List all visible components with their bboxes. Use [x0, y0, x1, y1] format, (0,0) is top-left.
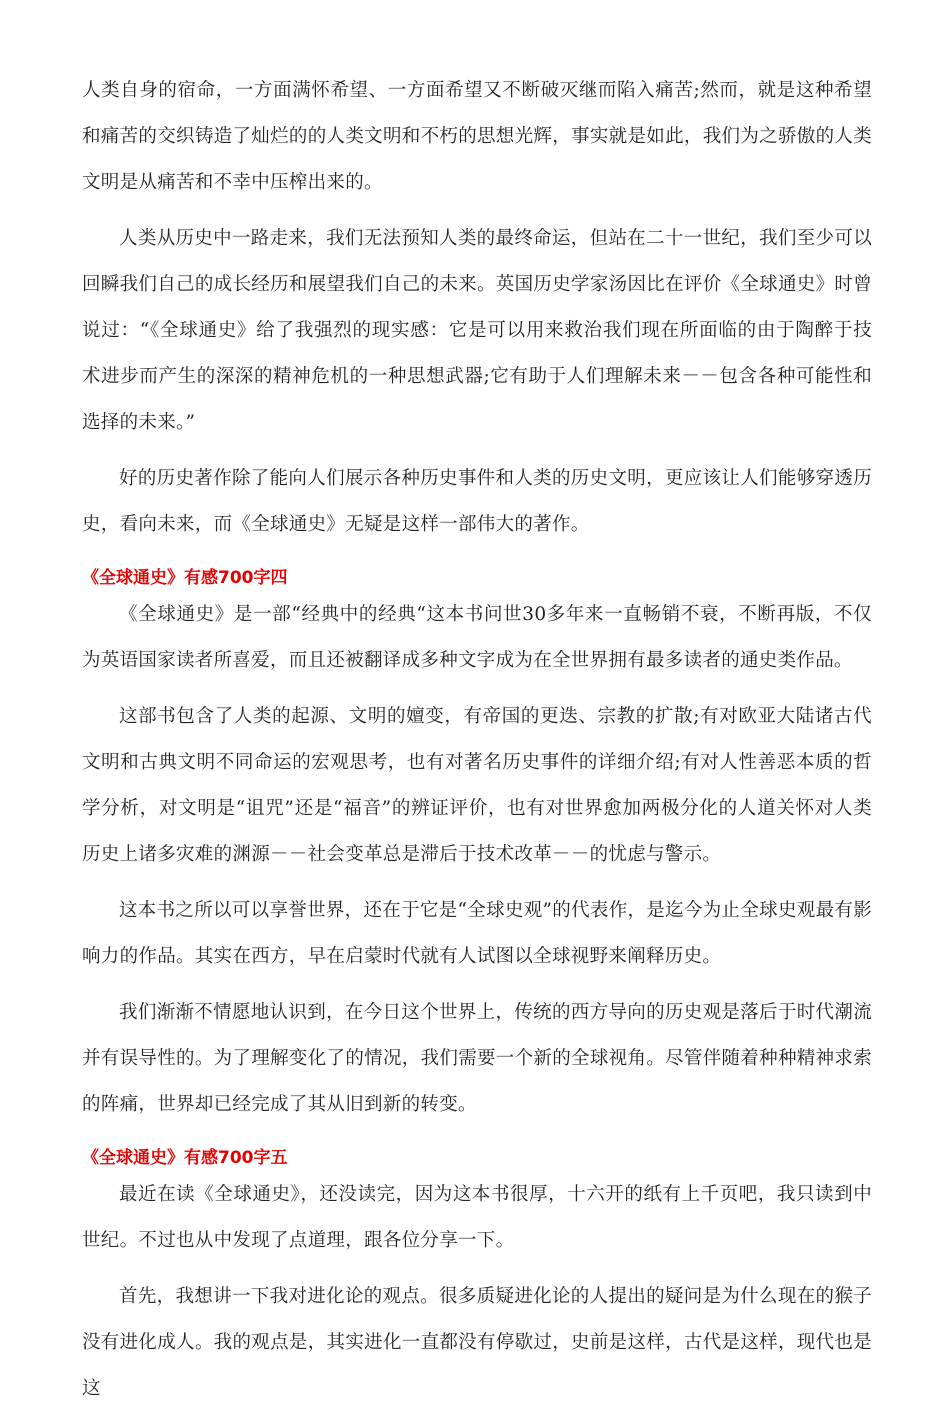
section-heading-5: 《全球通史》有感700字五 — [82, 1148, 288, 1168]
paragraph: 好的历史著作除了能向人们展示各种历史事件和人类的历史文明，更应该让人们能够穿透历史，看向未来，而《全球通史》无疑是这样一部伟大的著作。 — [82, 468, 872, 535]
section-heading-4: 《全球通史》有感700字四 — [82, 568, 288, 588]
document-body — [82, 68, 872, 1422]
paragraph: 首先，我想讲一下我对进化论的观点。很多质疑进化论的人提出的疑问是为什么现在的猴子没有进化成人。我的观点是，其实进化一直都没有停歇过，史前是这样，古代是这样，现代也是这 — [82, 1286, 872, 1399]
paragraph: 人类从历史中一路走来，我们无法预知人类的最终命运，但站在二十一世纪，我们至少可以回瞬我们自己的成长经历和展望我们自己的未来。英国历史学家汤因比在评价《全球通史》时曾说过：“《全球通史》给了我强烈的现实感：它是可以用来救治我们现在所面临的由于陶醉于技术进步而产生的深深的精神危机的一种思想武器;它有助于人们理解未来－－包含各种可能性和选择的未来。” — [82, 228, 872, 433]
paragraph: 这本书之所以可以享誉世界，还在于它是“全球史观”的代表作，是迄今为止全球史观最有影响力的作品。其实在西方，早在启蒙时代就有人试图以全球视野来阐释历史。 — [82, 900, 872, 967]
paragraph-continuation: 人类自身的宿命，一方面满怀希望、一方面希望又不断破灭继而陷入痛苦;然而，就是这种希望和痛苦的交织铸造了灿烂的的人类文明和不朽的思想光辉，事实就是如此，我们为之骄傲的人类文明是从痛苦和不幸中压榨出来的。 — [82, 80, 872, 193]
paragraph: 《全球通史》是一部“经典中的经典“这本书问世30多年来一直畅销不衰，不断再版，不仅为英语国家读者所喜爱，而且还被翻译成多种文字成为在全世界拥有最多读者的通史类作品。 — [82, 604, 872, 671]
paragraph: 我们渐渐不情愿地认识到，在今日这个世界上，传统的西方导向的历史观是落后于时代潮流并有误导性的。为了理解变化了的情况，我们需要一个新的全球视角。尽管伴随着种种精神求索的阵痛，世界却已经完成了其从旧到新的转变。 — [82, 1002, 872, 1115]
paragraph: 这部书包含了人类的起源、文明的嬗变，有帝国的更迭、宗教的扩散;有对欧亚大陆诸古代文明和古典文明不同命运的宏观思考，也有对著名历史事件的详细介绍;有对人性善恶本质的哲学分析，对文明是“诅咒”还是“福音”的辨证评价，也有对世界愈加两极分化的人道关怀对人类历史上诸多灾难的渊源－－社会变革总是滞后于技术改革－－的忧虑与警示。 — [82, 706, 872, 865]
paragraph: 最近在读《全球通史》，还没读完，因为这本书很厚，十六开的纸有上千页吧，我只读到中世纪。不过也从中发现了点道理，跟各位分享一下。 — [82, 1184, 872, 1251]
